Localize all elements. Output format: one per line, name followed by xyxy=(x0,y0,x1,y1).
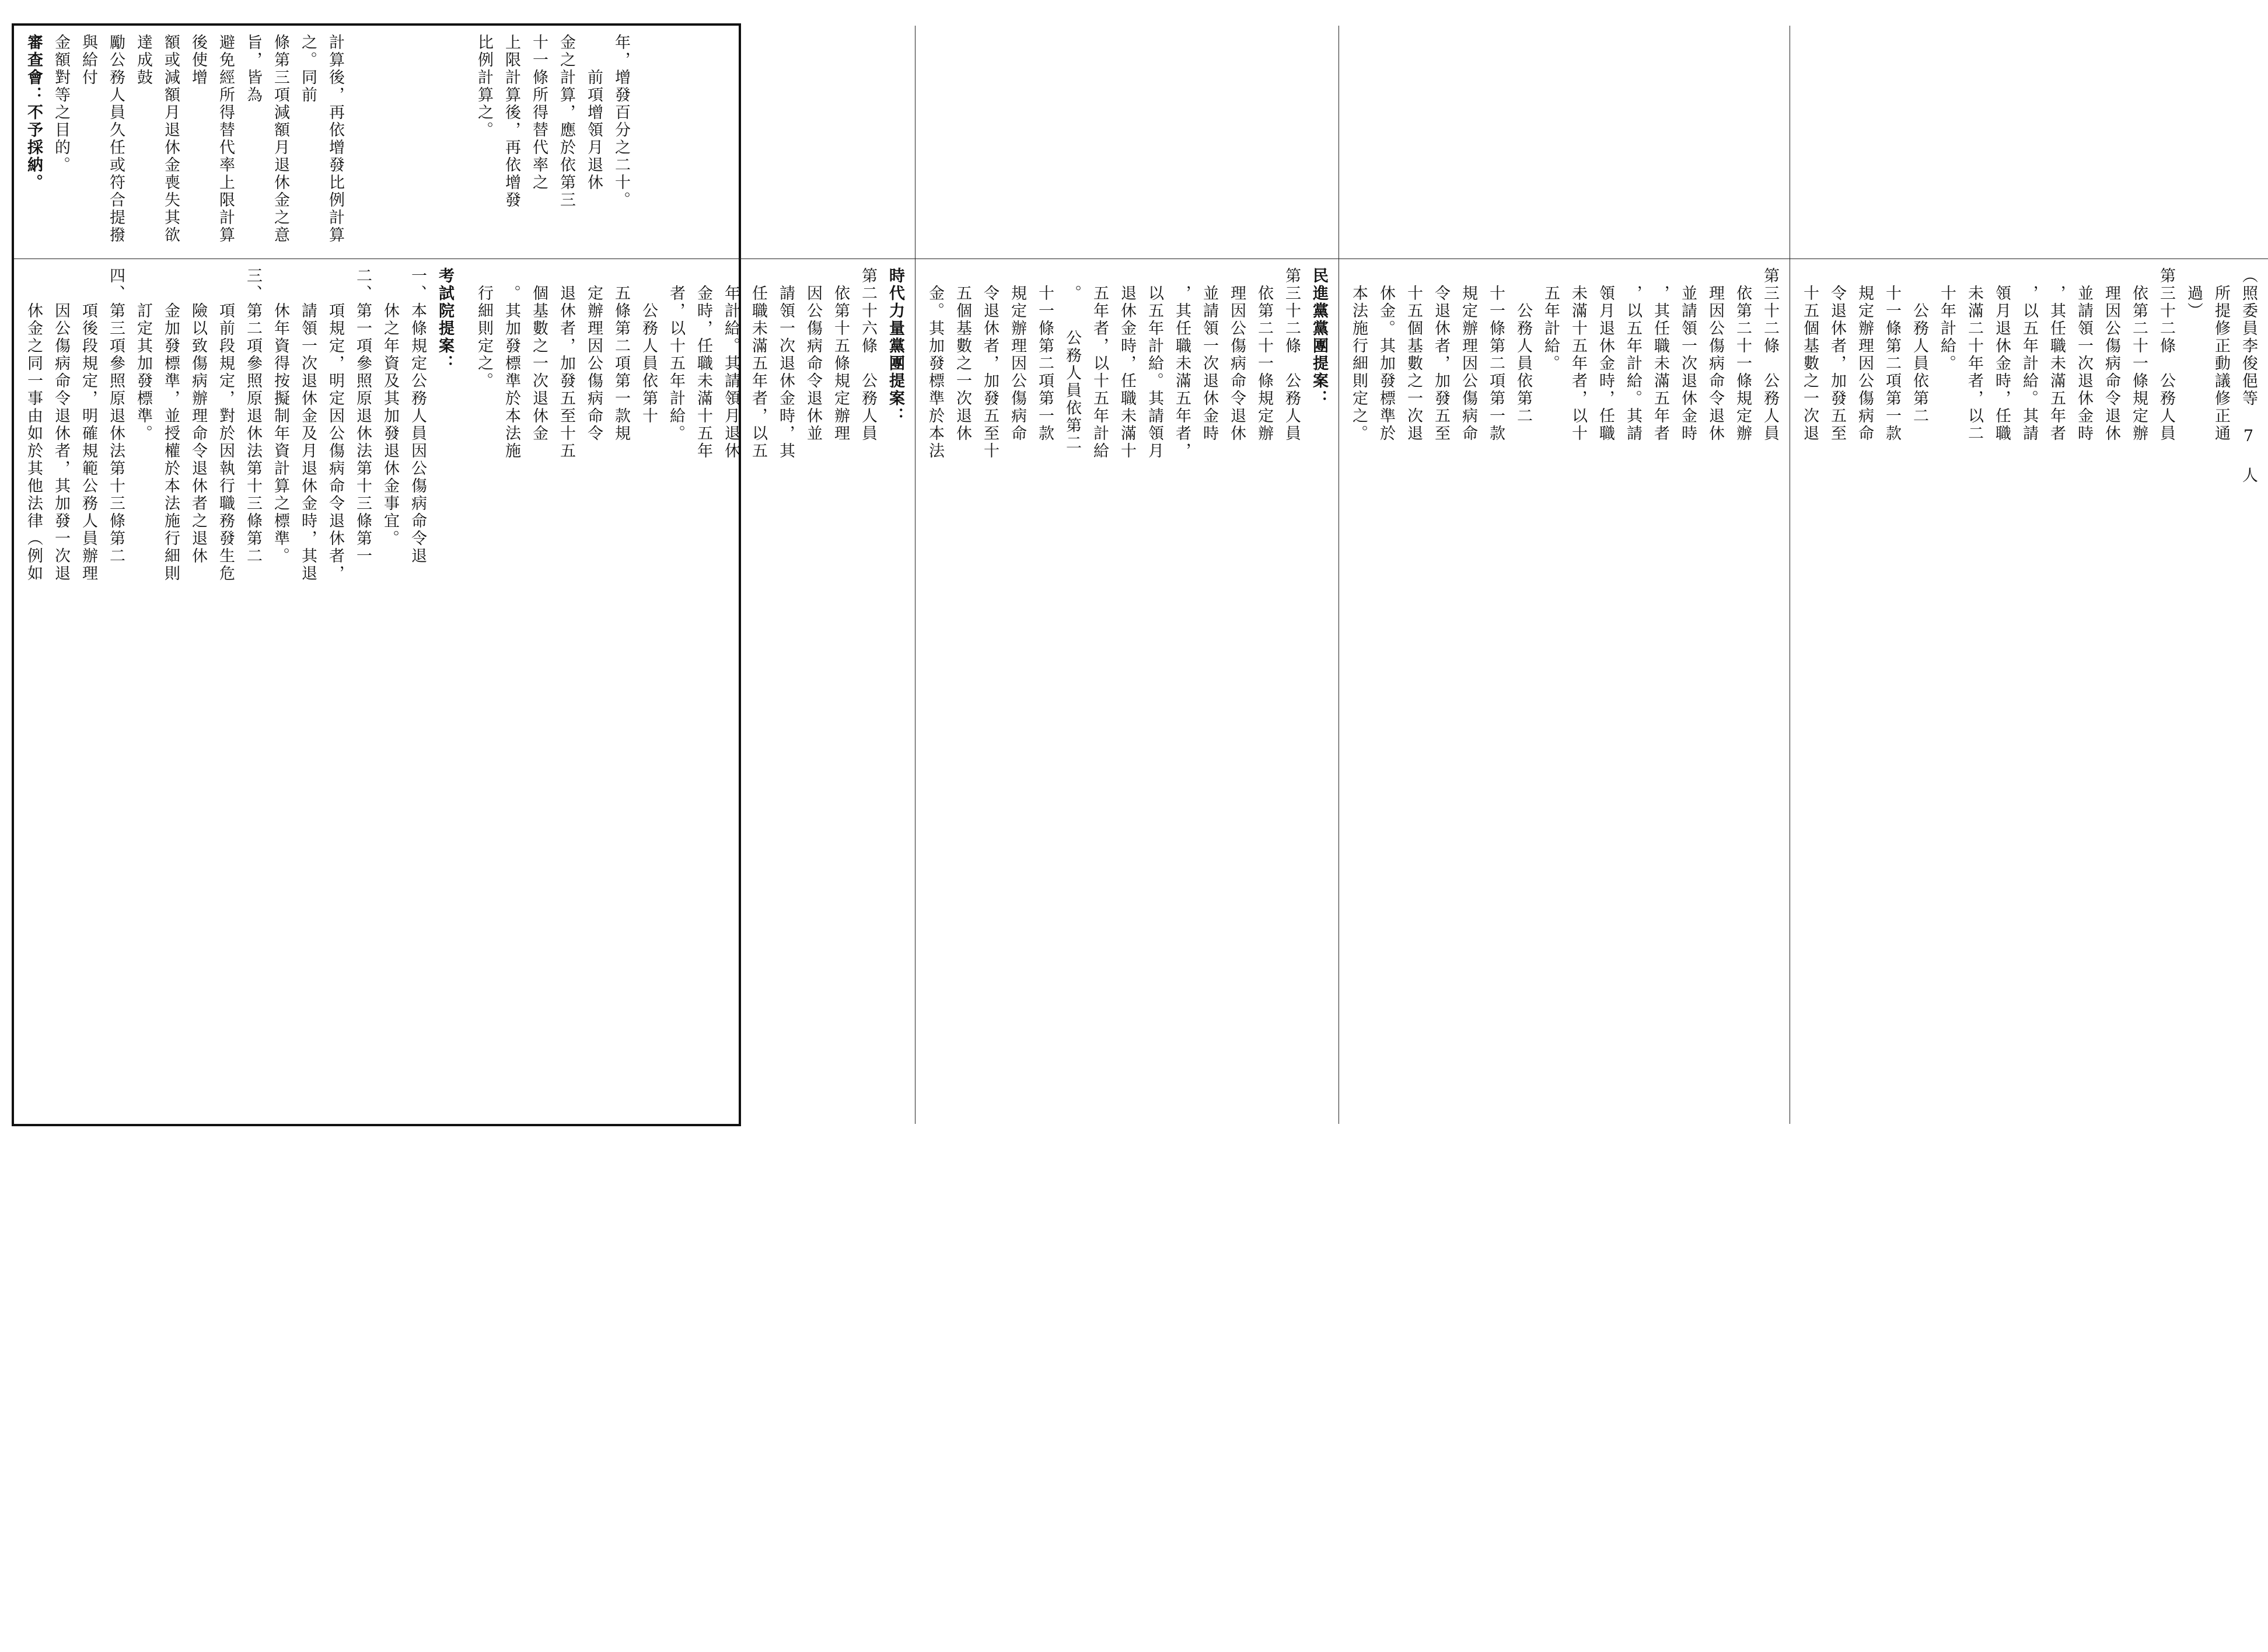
cell-line: 令退休者，加發五至 xyxy=(1432,267,1450,442)
cell-line: 比例計算之。 xyxy=(475,34,493,139)
cell-line: 依第十五條規定辦理 xyxy=(831,267,850,442)
cell-line: 項後段規定，明確規範公務人員辦理 xyxy=(79,267,97,582)
cell-line: 本法施行細則定之。 xyxy=(1350,267,1368,442)
cell-line: 令退休者，加發五至 xyxy=(1828,267,1846,442)
cell-line: 二、第一項參照原退休法第十三條第一 xyxy=(354,267,372,565)
cell-line: 規定辦理因公傷病命 xyxy=(1008,267,1026,442)
cell-line: 十五個基數之一次退 xyxy=(1404,267,1423,442)
cell-line: 項規定，明定因公傷病命令退休者， xyxy=(326,267,344,582)
cell-line: 公務人員依第二 xyxy=(1910,267,1928,425)
cell-line: 上限計算後，再依增發 xyxy=(502,34,520,209)
cell-line: 年，增發百分之二十。 xyxy=(612,34,630,209)
cell-line: 金時，任職未滿十五年 xyxy=(694,267,712,460)
cell-line: 四、第三項參照原退休法第十三條第二 xyxy=(107,267,125,565)
cell-line: 第三十二條 公務人員 xyxy=(1761,267,1779,442)
cell-line: 第三十二條 公務人員 xyxy=(1282,267,1301,442)
cell-line: 理因公傷病命令退休 xyxy=(1228,267,1246,442)
cell-line: 金加發標準，並授權於本法施行細則 xyxy=(162,267,180,582)
cell-line: 令退休者，加發五至十 xyxy=(981,267,999,460)
cell-line: ，以五年計給。其請 xyxy=(1624,267,1642,442)
cell-line: 個基數之一次退休金 xyxy=(530,267,548,442)
cell-line: 理因公傷病命令退休 xyxy=(1706,267,1724,442)
cell-line: 十一條第二項第一款 xyxy=(1487,267,1505,442)
cell-line: 十年計給。 xyxy=(1938,267,1956,372)
cell-line: 者，以十五年計給。 xyxy=(667,267,685,442)
cell-text xyxy=(915,26,927,259)
cell-text xyxy=(14,26,355,259)
cell-line: 條第三項減額月退休金之意旨，皆為 xyxy=(244,34,289,244)
cell-line: 額或減額月退休金喪失其欲達成鼓 xyxy=(134,34,180,244)
cell-line: 十一條第二項第一款 xyxy=(1883,267,1901,442)
cell-line: 五條第二項第一款規 xyxy=(612,267,630,442)
cell-line: 公務人員依第二 xyxy=(1514,267,1532,425)
cell-line: 年計給。其請領月退休 xyxy=(722,267,740,460)
comparison-table xyxy=(12,23,2257,1126)
cell-line: 五年計給。 xyxy=(1542,267,1560,372)
cell-heading: 時代力量黨團提案： xyxy=(886,267,904,425)
cell-line: 退休金時，任職未滿十 xyxy=(1118,267,1136,460)
cell-line: 十五個基數之一次退 xyxy=(1801,267,1819,442)
cell-line: 十一條所得替代率之 xyxy=(530,34,548,191)
table-cell-r1-c3 xyxy=(915,26,1339,259)
table-cell-r1-c1 xyxy=(1790,26,2268,259)
cell-line: 請領一次退休金及月退休金時，其退 xyxy=(299,267,317,582)
cell-line: 請領一次退休金時，其 xyxy=(777,267,795,460)
cell-line: ，其任職未滿五年者， xyxy=(1173,267,1191,460)
cell-line: 過） xyxy=(2185,267,2203,320)
cell-line: 計算後，再依增發比例計算之。同前 xyxy=(299,34,344,244)
cell-line: ，其任職未滿五年者 xyxy=(1651,267,1669,442)
cell-line: 避免經所得替代率上限計算後使增 xyxy=(189,34,235,244)
cell-heading: 審查會：不予採納。 xyxy=(25,34,43,191)
cell-text xyxy=(1790,26,1802,259)
cell-line: 依第二十一條規定辦 xyxy=(2130,267,2148,442)
cell-text xyxy=(1339,26,1351,259)
cell-line: 規定辦理因公傷病命 xyxy=(1855,267,1874,442)
cell-heading: 民進黨黨團提案： xyxy=(1310,267,1328,407)
cell-text xyxy=(1790,259,2268,1124)
cell-line: 依第二十一條規定辦 xyxy=(1255,267,1273,442)
cell-line: ，其任職未滿五年者 xyxy=(2047,267,2066,442)
cell-text xyxy=(464,259,915,1124)
cell-line: 行細則定之。 xyxy=(475,267,493,390)
cell-text xyxy=(14,259,464,1124)
cell-line: 領月退休金時，任職 xyxy=(1596,267,1614,442)
table-cell-r1-c4 xyxy=(464,26,915,259)
cell-line: 並請領一次退休金時 xyxy=(2075,267,2093,442)
cell-line: 。 公務人員依第二 xyxy=(1063,267,1081,452)
cell-line: 前項增領月退休 xyxy=(585,34,603,191)
cell-text xyxy=(1339,259,1790,1124)
cell-line: 依第二十一條規定辦 xyxy=(1734,267,1752,442)
cell-line: 未滿十五年者，以十 xyxy=(1569,267,1587,442)
cell-line: 金。其加發標準於本法 xyxy=(926,267,944,460)
cell-line: 勵公務人員久任或符合提撥與給付 xyxy=(79,34,125,244)
cell-text xyxy=(464,26,641,259)
cell-line: 五個基數之一次退休 xyxy=(953,267,971,442)
table-cell-r2-c5 xyxy=(14,259,464,1124)
cell-text xyxy=(915,259,1339,1124)
cell-heading: 考試院提案： xyxy=(436,267,454,372)
cell-line: 領月退休金時，任職 xyxy=(1993,267,2011,442)
table-cell-r2-c4 xyxy=(464,259,915,1124)
cell-line: 定辦理因公傷病命令 xyxy=(585,267,603,442)
cell-line: 未滿二十年者，以二 xyxy=(1965,267,1983,442)
cell-line: （照委員李俊俋等 7 人 xyxy=(2239,267,2257,484)
cell-line: 三、第二項參照原退休法第十三條第二 xyxy=(244,267,262,565)
cell-line: 。其加發標準於本法施 xyxy=(502,267,520,460)
cell-line: 所提修正動議修正通 xyxy=(2212,267,2230,442)
cell-line: 項前段規定，對於因執行職務發生危 xyxy=(216,267,235,582)
cell-line: 訂定其加發標準。 xyxy=(134,267,152,442)
cell-line: ，以五年計給。其請 xyxy=(2020,267,2038,442)
cell-line: 金額對等之目的。 xyxy=(52,34,70,174)
cell-line: 險以致傷病辦理命令退休者之退休 xyxy=(189,267,207,565)
cell-line: 金之計算，應於依第三 xyxy=(557,34,575,209)
cell-line: 十一條第二項第一款 xyxy=(1036,267,1054,442)
table-cell-r1-c2 xyxy=(1339,26,1790,259)
table-cell-r2-c2 xyxy=(1339,259,1790,1124)
cell-line: 休之年資及其加發退休金事宜。 xyxy=(381,267,399,547)
cell-line: 公務人員依第十 xyxy=(639,267,658,425)
cell-line: 因公傷病命令退休並 xyxy=(804,267,822,442)
cell-line: 任職未滿五年者，以五 xyxy=(749,267,767,460)
cell-line: 第三十二條 公務人員 xyxy=(2157,267,2175,442)
table-cell-r1-c5 xyxy=(14,26,464,259)
cell-line: 理因公傷病命令退休 xyxy=(2102,267,2120,442)
cell-line: 休年資得按擬制年資計算之標準。 xyxy=(271,267,289,565)
cell-line: 規定辦理因公傷病命 xyxy=(1459,267,1477,442)
cell-line: 並請領一次退休金時 xyxy=(1679,267,1697,442)
cell-line: 第二十六條 公務人員 xyxy=(859,267,877,442)
cell-line: 退休者，加發五至十五 xyxy=(557,267,575,460)
cell-line: 因公傷病命令退休者，其加發一次退 xyxy=(52,267,70,582)
cell-line: 休金之同一事由如於其他法律（例如 xyxy=(25,267,43,582)
table-cell-r2-c3 xyxy=(915,259,1339,1124)
cell-line: 休金。其加發標準於 xyxy=(1377,267,1395,442)
cell-line: 五年者，以十五年計給 xyxy=(1091,267,1109,460)
cell-line: 一、本條規定公務人員因公傷病命令退 xyxy=(408,267,427,565)
cell-line: 並請領一次退休金時 xyxy=(1200,267,1218,442)
table-cell-r2-c1 xyxy=(1790,259,2268,1124)
cell-line: 以五年計給。其請領月 xyxy=(1145,267,1163,460)
